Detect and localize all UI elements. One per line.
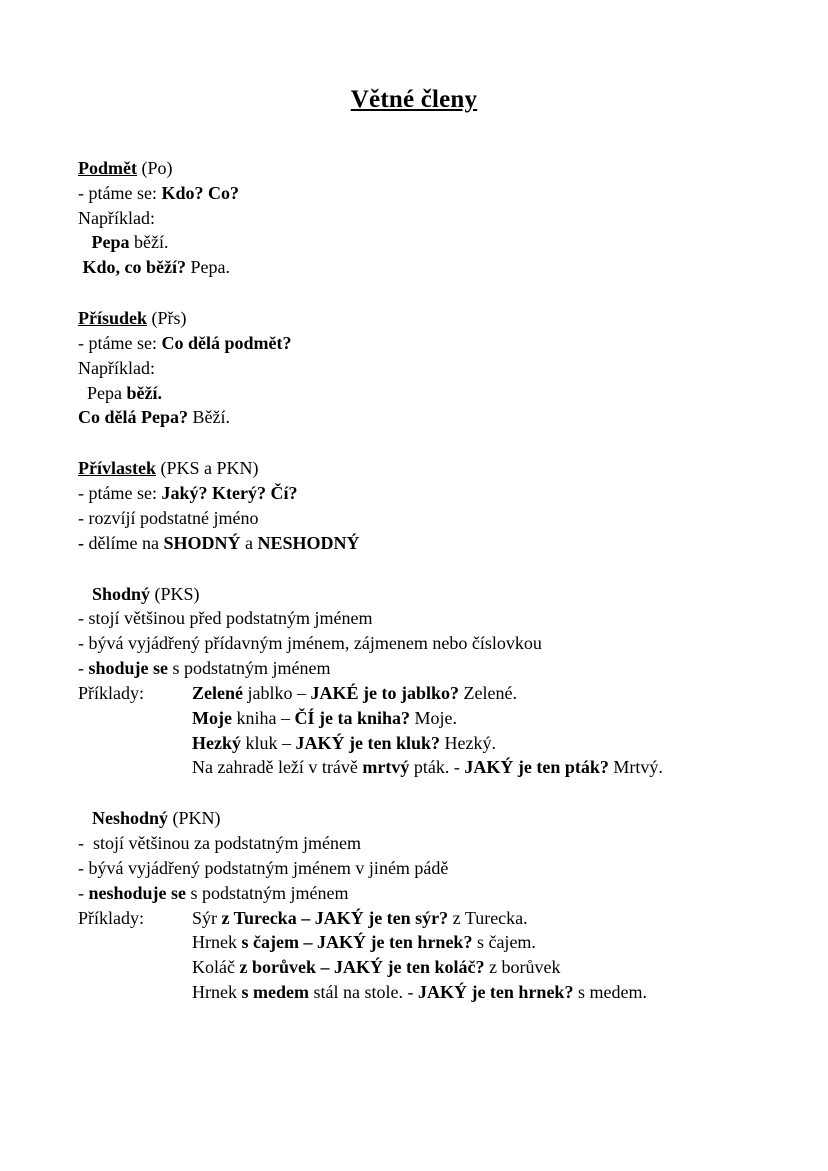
text-line — [78, 255, 750, 280]
line-privlastek-2-run-1: dělíme na — [88, 532, 164, 553]
ex-shodny-2-run-2: JAKÝ je ten kluk? — [295, 732, 441, 753]
section-heading-text-podmet: Podmět — [78, 158, 137, 178]
text-line — [78, 181, 750, 206]
ex-shodny-3-run-4: Mrtvý. — [608, 757, 663, 778]
line-podmet-3-run-1: Kdo, co běží? — [82, 257, 186, 278]
sub-heading-text-neshodny: Neshodný — [92, 808, 169, 829]
line-privlastek-2-run-2: SHODNÝ — [163, 532, 241, 553]
ex-neshodny-2-run-2: z borůvek — [484, 957, 561, 978]
text-line — [78, 506, 750, 531]
ex-neshodny-1-run-1: s čajem – JAKÝ je ten hrnek? — [241, 932, 473, 953]
section-heading-podmet — [78, 156, 750, 181]
text-line — [78, 881, 750, 906]
ex-neshodny-1-run-2: s čajem. — [472, 932, 536, 953]
line-shodny-0-run-0: - stojí většinou před podstatným jménem — [78, 608, 373, 629]
ex-shodny-1-run-3: Moje. — [410, 707, 457, 728]
line-podmet-2-run-2: běží. — [129, 232, 169, 253]
line-shodny-1-run-0: - bývá vyjádřený přídavným jménem, zájmenem nebo číslovkou — [78, 633, 542, 654]
text-line — [78, 831, 750, 856]
section-heading-abbr-prisudek: (Přs) — [147, 308, 187, 329]
example-item — [192, 681, 750, 706]
section-podmet — [78, 156, 750, 280]
page-title: Větné členy — [350, 86, 478, 113]
ex-shodny-3-run-1: mrtvý — [362, 757, 410, 778]
line-neshodny-2-run-1: neshoduje se — [88, 882, 187, 903]
line-privlastek-0-run-0: - ptáme se: — [78, 483, 162, 504]
section-gap-privlastek — [78, 556, 750, 582]
line-prisudek-2-run-1: běží. — [126, 382, 162, 403]
line-shodny-2-run-1: shoduje se — [88, 658, 169, 679]
line-privlastek-0-run-1: Jaký? Který? Čí? — [161, 483, 298, 504]
section-neshodny — [78, 806, 750, 1005]
ex-neshodny-2-run-1: z borůvek – JAKÝ je ten koláč? — [239, 957, 485, 978]
sub-heading-text-shodny: Shodný — [92, 583, 151, 604]
line-podmet-0-run-0: - ptáme se: — [78, 182, 162, 203]
line-privlastek-2-run-0: - — [78, 532, 89, 553]
section-heading-prisudek — [78, 306, 750, 331]
sub-gap-shodny — [78, 780, 750, 806]
text-line — [78, 631, 750, 656]
sub-heading-neshodny — [78, 806, 750, 831]
line-prisudek-1-run-0: Například: — [78, 357, 155, 378]
line-prisudek-0-run-1: Co dělá podmět? — [161, 332, 292, 353]
section-gap-podmet — [78, 280, 750, 306]
line-prisudek-0-run-0: - ptáme se: — [78, 332, 162, 353]
ex-neshodny-0-run-0: Sýr — [192, 907, 222, 928]
section-shodny — [78, 582, 750, 781]
example-item — [78, 955, 750, 980]
ex-shodny-0-run-2: JAKÉ je to jablko? — [310, 682, 459, 703]
ex-shodny-2-run-1: kluk – — [241, 732, 296, 753]
sub-heading-abbr-shodny: (PKS) — [150, 583, 200, 604]
section-gap-prisudek — [78, 430, 750, 456]
examples-label-neshodny: Příklady: — [78, 907, 144, 928]
line-privlastek-2-run-3: a — [240, 532, 258, 553]
ex-shodny-3-run-2: pták. - — [409, 757, 465, 778]
line-prisudek-3-run-1: Běží. — [188, 407, 230, 428]
ex-shodny-1-run-2: ČÍ je ta kniha? — [294, 707, 410, 728]
example-item — [192, 906, 750, 931]
example-item — [78, 930, 750, 955]
ex-neshodny-2-run-0: Koláč — [192, 957, 240, 978]
line-neshodny-2-run-2: s podstatným jménem — [186, 882, 349, 903]
text-line — [78, 481, 750, 506]
line-privlastek-2-run-4: NESHODNÝ — [257, 532, 360, 553]
line-shodny-2-run-2: s podstatným jménem — [168, 658, 331, 679]
text-line — [78, 606, 750, 631]
ex-shodny-2-run-3: Hezký. — [440, 732, 497, 753]
ex-neshodny-0-run-1: z Turecka – JAKÝ je ten sýr? — [221, 907, 449, 928]
section-heading-abbr-privlastek: (PKS a PKN) — [156, 458, 259, 479]
title-spacer — [78, 114, 750, 156]
section-heading-text-prisudek: Přísudek — [78, 308, 148, 329]
ex-shodny-0-run-0: Zelené — [192, 682, 243, 703]
ex-neshodny-3-run-0: Hrnek — [192, 982, 242, 1003]
line-podmet-0-run-1: Kdo? Co? — [161, 182, 239, 203]
section-heading-abbr-podmet: (Po) — [136, 158, 173, 178]
line-neshodny-1-run-0: - bývá vyjádřený podstatným jménem v jiném pádě — [78, 857, 449, 878]
line-prisudek-3-run-0: Co dělá Pepa? — [78, 407, 188, 428]
section-heading-privlastek — [78, 456, 750, 481]
example-item — [78, 980, 750, 1005]
line-shodny-2-run-0: - — [78, 658, 89, 679]
text-line — [78, 381, 750, 406]
line-neshodny-2-run-0: - — [78, 882, 89, 903]
line-privlastek-1-run-0: - rozvíjí podstatné jméno — [78, 507, 259, 528]
ex-shodny-1-run-0: Moje — [192, 707, 232, 728]
text-line — [78, 356, 750, 381]
example-item — [78, 706, 750, 731]
example-item — [78, 731, 750, 756]
ex-neshodny-0-run-2: z Turecka. — [448, 907, 528, 928]
ex-shodny-3-run-0: Na zahradě leží v trávě — [192, 757, 363, 778]
text-line — [78, 856, 750, 881]
text-line — [78, 405, 750, 430]
sub-heading-shodny — [78, 582, 750, 607]
ex-shodny-3-run-3: JAKÝ je ten pták? — [464, 757, 609, 778]
section-heading-text-privlastek: Přívlastek — [78, 458, 156, 479]
text-line — [78, 206, 750, 231]
ex-shodny-2-run-0: Hezký — [192, 732, 241, 753]
line-prisudek-2-run-0: Pepa — [78, 382, 127, 403]
text-line — [78, 656, 750, 681]
sub-heading-abbr-neshodny: (PKN) — [168, 808, 221, 829]
examples-row — [78, 681, 750, 706]
examples-row — [78, 906, 750, 931]
ex-neshodny-3-run-1: s medem — [241, 982, 309, 1003]
ex-neshodny-3-run-2: stál na stole. - — [308, 982, 418, 1003]
example-item — [78, 755, 750, 780]
line-podmet-1-run-0: Například: — [78, 207, 155, 228]
ex-shodny-0-run-3: Zelené. — [459, 682, 517, 703]
ex-neshodny-3-run-4: s medem. — [573, 982, 647, 1003]
examples-label-shodny: Příklady: — [78, 682, 144, 703]
line-podmet-3-run-2: Pepa. — [186, 257, 230, 278]
ex-shodny-1-run-1: kniha – — [231, 707, 295, 728]
section-privlastek — [78, 456, 750, 555]
line-neshodny-0-run-0: - stojí většinou za podstatným jménem — [78, 833, 361, 854]
text-line — [78, 230, 750, 255]
section-prisudek — [78, 306, 750, 430]
ex-shodny-0-run-1: jablko – — [243, 682, 311, 703]
sections-container — [78, 156, 750, 1005]
ex-neshodny-1-run-0: Hrnek — [192, 932, 242, 953]
line-podmet-2-run-0 — [78, 232, 92, 252]
text-line — [78, 531, 750, 556]
text-line — [78, 331, 750, 356]
ex-neshodny-3-run-3: JAKÝ je ten hrnek? — [417, 982, 574, 1003]
line-podmet-2-run-1: Pepa — [91, 232, 130, 253]
